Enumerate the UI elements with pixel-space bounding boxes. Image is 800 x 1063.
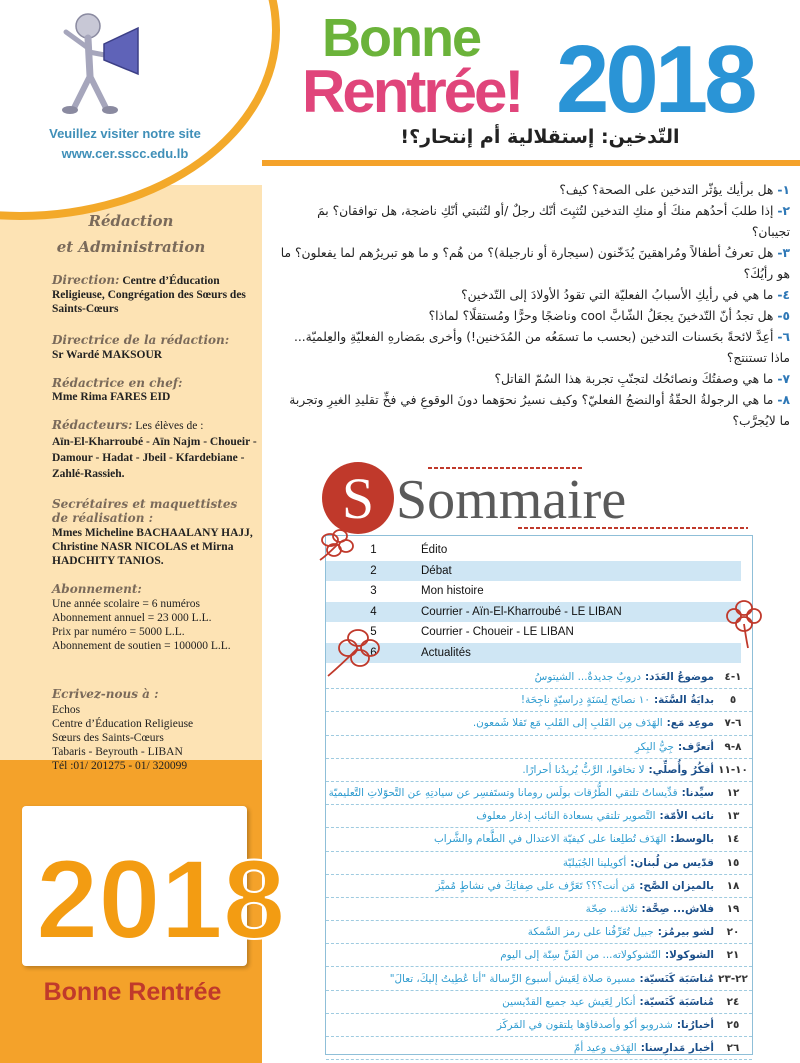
address-line: Tél :01/ 201275 - 01/ 320099 — [52, 760, 188, 772]
toc-arabic-desc: شدروبو أكو وأصدقاؤها يلتقون في المَركَز — [496, 1018, 673, 1031]
toc-arabic-heading: موضوعُ العَدَد: — [644, 671, 714, 684]
logo-year: 2018 — [556, 26, 754, 133]
address-line: Tabaris - Beyrouth - LIBAN — [52, 746, 183, 758]
question-number: ٨- — [777, 393, 790, 407]
toc-arabic-page: ١٤ — [726, 833, 740, 846]
direction-text: Centre d’Éducation Religieuse, Congrégation des Sœurs des Saints-Cœurs — [52, 275, 246, 315]
toc-arabic-desc: أكويلينا الجُبَيليّة — [562, 856, 627, 869]
toc-arabic-desc: ثلاثة... صِحّة — [585, 902, 638, 915]
toc-arabic-item[interactable] — [326, 805, 752, 828]
toc-arabic-item[interactable] — [326, 1014, 752, 1037]
toc-arabic-page: ١٩ — [726, 902, 740, 915]
bonne-rentree-logo — [300, 0, 780, 133]
toc-item-label: Courrier - Aïn-El-Kharroubé - LE LIBAN — [421, 605, 622, 618]
toc-arabic-item[interactable] — [326, 898, 752, 921]
toc-arabic-heading: بالوسط: — [670, 833, 714, 846]
toc-arabic-desc: الهَدَف مِن القَلبِ إلى القَلبِ مَع تَقلا شَمعون. — [472, 717, 663, 730]
toc-arabic-page: ١٢ — [726, 787, 740, 800]
toc-arabic-page: ١٨ — [726, 879, 740, 892]
flower-icon — [316, 528, 358, 562]
toc-arabic-page: ٨-٩ — [724, 740, 742, 753]
redactrice-text: Mme Rima FARES EID — [52, 391, 171, 403]
question-item — [278, 390, 790, 432]
toc-arabic-item[interactable] — [326, 967, 752, 990]
question-number: ٤- — [777, 288, 790, 302]
toc-arabic-heading: أخبار مَدارِسنا: — [640, 1042, 714, 1055]
question-item — [278, 243, 790, 285]
flower-icon — [724, 594, 764, 650]
toc-arabic-desc: أنكار لِعَيش عيد جميع القدّيسين — [502, 995, 636, 1008]
secretaires-heading: Secrétaires et maquettistes de réalisation : — [52, 497, 238, 525]
address-line: Sœurs des Saints-Cœurs — [52, 732, 164, 744]
toc-item-number: 2 — [370, 564, 377, 577]
question-number: ٦- — [777, 330, 790, 344]
question-number: ١- — [777, 183, 790, 197]
table-of-contents — [325, 535, 753, 1055]
redactrice-heading: Rédactrice en chef: — [52, 376, 183, 390]
address-line: Echos — [52, 704, 81, 716]
question-text: هل برأيك يؤثّر التدخين على الصحة؟ كيف؟ — [559, 183, 774, 197]
toc-arabic-item[interactable] — [326, 828, 752, 851]
direction-block — [52, 273, 257, 316]
abonnement-list — [52, 597, 257, 653]
redacteurs-intro-block — [52, 418, 257, 433]
toc-arabic-desc: قدِّيساتٌ تلتقي الطُّرُقات بولَس رومانا وتستَفسِر عن سيادتِهِ عن التَّحوّلاتِ التَّعليميّة — [328, 787, 678, 800]
toc-arabic-item[interactable] — [326, 921, 752, 944]
toc-item[interactable] — [326, 622, 741, 643]
flower-icon — [322, 620, 382, 680]
sommaire-rest: Sommaire — [396, 469, 627, 531]
question-number: ٧- — [777, 372, 790, 386]
question-item — [278, 327, 790, 369]
logo-word-bonne: Bonne — [322, 8, 480, 68]
toc-item[interactable] — [326, 643, 741, 664]
question-item — [278, 306, 790, 327]
question-item — [278, 201, 790, 243]
toc-arabic-heading: الشوكولا: — [664, 949, 714, 962]
toc-arabic-heading: مُناسَبَة كَنَسيّة: — [639, 995, 714, 1008]
toc-arabic-page: ٦-٧ — [724, 717, 742, 730]
toc-french-list — [326, 540, 741, 663]
redacteurs-intro: Les élèves de : — [135, 420, 204, 432]
toc-item[interactable] — [326, 581, 741, 602]
abonnement-line: Prix par numéro = 5000 L.L. — [52, 626, 185, 638]
toc-item-label: Mon histoire — [421, 585, 484, 598]
toc-arabic-heading: فلاش... صِحَّة: — [641, 902, 714, 915]
toc-arabic-page: ٥ — [729, 694, 737, 707]
toc-item-number: 6 — [370, 646, 377, 659]
toc-arabic-item[interactable] — [326, 944, 752, 967]
toc-arabic-page: ١٣ — [726, 810, 740, 823]
toc-arabic-desc: التّشوكولاته... من الفَنِّ سِنّة إلى اليوم — [500, 949, 661, 962]
administration-title: et Administration — [56, 238, 206, 256]
question-number: ٢- — [777, 204, 790, 218]
toc-item-number: 4 — [370, 605, 377, 618]
toc-arabic-item[interactable] — [326, 666, 752, 689]
toc-arabic-desc: جِيُّ البِكرِ — [634, 740, 674, 753]
site-url-link[interactable]: www.cer.sscc.edu.lb — [61, 146, 189, 161]
toc-arabic-heading: نائب الأمّة: — [659, 810, 714, 823]
question-text: هل تعرفُ أطفالاً ومُراهقينَ يُدَخّنون (سيجارة أو نارجيلة)؟ من هُم؟ و ما هو تبريرُهم لما يفعلون؟ ما هو رأيُكَ؟ — [280, 246, 790, 281]
toc-item-number: 1 — [370, 544, 377, 557]
question-text: أعِدَّ لائحةً بحَسنات التدخين (بحسب ما تسمَعُه من المُدَخنين!) وأخرى بمَضارهِ الفعليّةِ والعِلميّة... ماذا تستنتج؟ — [293, 330, 790, 365]
toc-arabic-page: ٢٢-٢٣ — [718, 972, 748, 985]
secretaires-text: Mmes Micheline BACHAALANY HAJJ, Christine NASR NICOLAS et Mirna HADCHITY TANIOS. — [52, 527, 253, 567]
toc-arabic-heading: موعِد مَع: — [666, 717, 714, 730]
toc-item-number: 5 — [370, 626, 377, 639]
toc-arabic-desc: دروبٌ جديدةٌ... الشيتوسُ — [534, 671, 641, 684]
toc-arabic-item[interactable] — [326, 759, 752, 782]
toc-item-number: 3 — [370, 585, 377, 598]
toc-arabic-desc: مسيرة صلاة لِعَيش أسبوع الرِّسالة "أنا عُطِيتُ إليكَ، تعالَ" — [389, 972, 636, 985]
toc-arabic-item[interactable] — [326, 782, 752, 805]
question-list — [278, 180, 790, 432]
toc-item-label: Débat — [421, 564, 452, 577]
redacteurs-text: Aïn-El-Kharroubé - Aïn Najm - Choueir - Damour - Hadat - Jbeil - Kfardebiane - Zahlé-Rassieh. — [52, 436, 257, 480]
question-text: ما هي في رأيكِ الأسبابُ الفعليّة التي تقودُ الأولادَ إلى التّدخين؟ — [461, 288, 774, 302]
question-text: ما هي الرجولةُ الحقّةُ أوالنضجُ الفعليّ؟ وكيف نسيرُ نحوَهما دونَ الوقوعِ في فخِّ تقليدِ الغيرِ وتجربة ما لايُجرَّب؟ — [289, 393, 790, 428]
redacteurs-heading: Rédacteurs: — [52, 418, 133, 432]
directrice-text: Sr Wardé MAKSOUR — [52, 349, 163, 361]
question-item — [278, 369, 790, 390]
toc-item-label: Courrier - Choueir - LE LIBAN — [421, 626, 574, 639]
site-visit-label: Veuillez visiter notre site — [49, 126, 201, 141]
toc-arabic-desc: ١٠ نصائح لِسَنَةٍ دِراسيّةٍ ناجِحَة! — [520, 694, 650, 707]
abonnement-heading: Abonnement: — [52, 582, 142, 596]
toc-arabic-desc: لا تخافوا، الرَّبُّ يُريدُنا أحرارًا. — [522, 763, 645, 776]
question-number: ٣- — [777, 246, 790, 260]
page-title: التّدخين: إستقلالية أم إنتحار؟! — [400, 126, 680, 148]
address-line: Centre d’Éducation Religieuse — [52, 718, 194, 730]
toc-arabic-page: ١-٤ — [724, 671, 742, 684]
toc-item[interactable] — [326, 561, 741, 582]
toc-arabic-desc: جبيل تُعَرِّفُنا على رمز السَّمكة — [527, 926, 654, 939]
toc-arabic-heading: بالميزان الصَّح: — [639, 879, 714, 892]
toc-arabic-heading: أتعرَّف: — [677, 740, 714, 753]
direction-heading: Direction: — [52, 273, 120, 287]
toc-arabic-item[interactable] — [326, 689, 752, 712]
abonnement-line: Abonnement annuel = 23 000 L.L. — [52, 612, 212, 624]
toc-arabic-heading: أفكُرُ وأُصلِّي: — [648, 763, 714, 776]
toc-arabic-item[interactable] — [326, 736, 752, 759]
svg-text:S: S — [341, 466, 375, 531]
toc-arabic-page: ٢٦ — [726, 1042, 740, 1055]
abonnement-line: Abonnement de soutien = 100000 L.L. — [52, 640, 231, 652]
badge-year-text: 2018 — [36, 837, 286, 962]
toc-arabic-desc: مَن أنت؟؟؟ تَعَرَّف على صِفاتِكَ في نشاطٍ مُميَّز — [435, 879, 636, 892]
toc-arabic-heading: سيِّدنا: — [681, 787, 714, 800]
ecrivez-heading: Ecrivez-nous à : — [52, 687, 159, 701]
toc-item[interactable] — [326, 602, 741, 623]
toc-arabic-item[interactable] — [326, 1037, 752, 1060]
toc-arabic-item[interactable] — [326, 991, 752, 1014]
header-divider — [262, 160, 800, 166]
toc-arabic-heading: بدايَةُ السَّنَة: — [653, 694, 714, 707]
question-text: ما هي وصفتُكَ ونصائحُك لتجنّبِ تجربة هذا السُمّ القاتل؟ — [494, 372, 774, 386]
toc-arabic-item[interactable] — [326, 712, 752, 735]
badge-caption: Bonne Rentrée — [43, 978, 222, 1006]
ecrivez-list — [52, 703, 257, 773]
toc-arabic-desc: الهَدَف وعيد أمّ — [573, 1042, 637, 1055]
toc-item-label: Édito — [421, 544, 448, 557]
toc-arabic-list — [326, 666, 752, 1060]
toc-arabic-page: ٢٤ — [726, 995, 740, 1008]
question-text: هل تجدُ أنّ التّدخينَ يجعَلُ الشّابَّ cool وناضجًا وحرًّا ومُستقلًا؟ لماذا؟ — [428, 309, 774, 323]
toc-arabic-page: ٢٥ — [726, 1018, 740, 1031]
toc-item[interactable] — [326, 540, 741, 561]
toc-item-label: Actualités — [421, 646, 471, 659]
question-text: إذا طلبَ أحدُهم منكَ أو منكِ التدخين لتُثبِتَ أنّك رجلٌ /أو لتُثبتي أنّكِ ناضجة، هل توافقان؟ بمَ تجيبان؟ — [317, 204, 790, 239]
megaphone-mascot-icon — [52, 4, 144, 116]
toc-arabic-desc: التَّصوير تلتقي بسعادة النائب إدغار معلوف — [476, 810, 656, 823]
toc-arabic-heading: قدّيس من لُبنان: — [630, 856, 714, 869]
question-item — [278, 180, 790, 201]
toc-arabic-heading: أخبارُنا: — [676, 1018, 714, 1031]
toc-arabic-page: ٢١ — [726, 949, 740, 962]
redaction-title: Rédaction — [88, 212, 174, 230]
toc-arabic-heading: مُناسَبَة كَنَسيّة: — [639, 972, 714, 985]
question-item — [278, 285, 790, 306]
year-badge-graphic — [32, 820, 286, 962]
toc-arabic-desc: الهَدَف تُطلِعنا على كيفيّة الاعتدال في الطَّعام والشَّراب — [433, 833, 667, 846]
question-number: ٥- — [777, 309, 790, 323]
toc-arabic-item[interactable] — [326, 875, 752, 898]
logo-word-rentree: Rentrée! — [302, 58, 522, 125]
directrice-heading: Directrice de la rédaction: — [52, 333, 230, 347]
toc-arabic-item[interactable] — [326, 852, 752, 875]
toc-arabic-page: ١٠-١١ — [718, 763, 748, 776]
toc-arabic-heading: لشو بيرمُز: — [657, 926, 714, 939]
abonnement-line: Une année scolaire = 6 numéros — [52, 598, 200, 610]
sommaire-heading — [318, 452, 758, 540]
toc-arabic-page: ١٥ — [726, 856, 740, 869]
toc-arabic-page: ٢٠ — [726, 926, 740, 939]
